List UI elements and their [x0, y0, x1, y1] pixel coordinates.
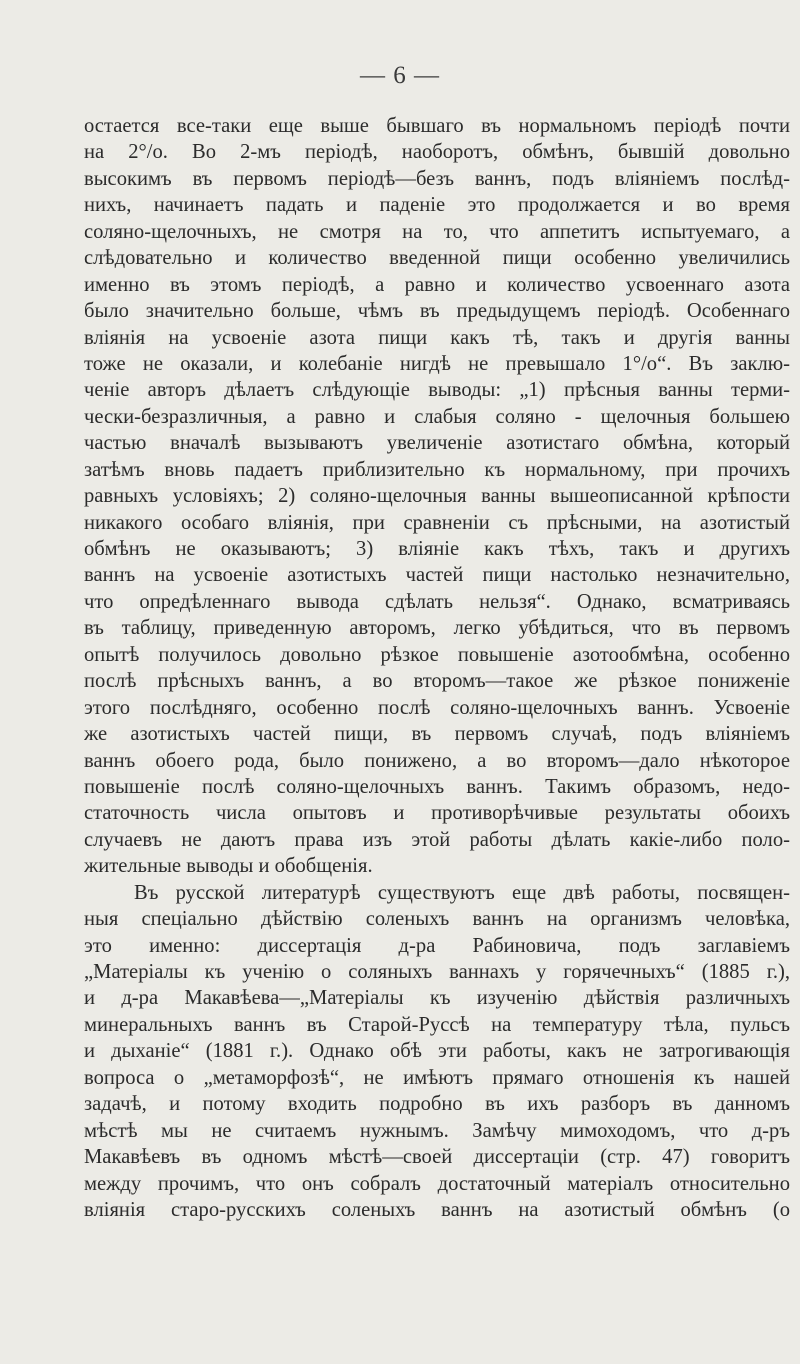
text-line: минеральныхъ ваннъ въ Старой-Руссѣ на температуру тѣла, пульсъ — [84, 1013, 790, 1036]
text-line: равныхъ условіяхъ; 2) соляно-щелочныя ванны вышеописанной крѣпости — [84, 485, 790, 508]
text-line: задачѣ, и потому входить подробно въ ихъ разборъ въ данномъ — [84, 1093, 790, 1116]
text-line: что опредѣленнаго вывода сдѣлать нельзя“. Однако, всматриваясь — [84, 590, 790, 613]
text-line: ченіе авторъ дѣлаетъ слѣдующіе выводы: „1) прѣсныя ванны терми- — [84, 379, 790, 402]
text-line: ваннъ на усвоеніе азотистыхъ частей пищи настолько незначительно, — [84, 564, 790, 587]
text-line: мѣстѣ мы не считаемъ нужнымъ. Замѣчу мимоходомъ, что д-ръ — [84, 1119, 790, 1142]
text-line: тоже не оказали, и колебаніе нигдѣ не превышало 1°/о“. Въ заклю- — [84, 352, 790, 375]
text-line: соляно-щелочныхъ, не смотря на то, что аппетитъ испытуемаго, а — [84, 220, 790, 243]
text-line: это именно: диссертація д-ра Рабиновича, подъ заглавіемъ — [84, 934, 790, 957]
body-text — [84, 113, 790, 1223]
text-line: между прочимъ, что онъ собралъ достаточный матеріалъ относительно — [84, 1172, 790, 1195]
text-line: въ таблицу, приведенную авторомъ, легко убѣдиться, что въ первомъ — [84, 617, 790, 640]
text-line: этого послѣдняго, особенно послѣ соляно-щелочныхъ ваннъ. Усвоеніе — [84, 696, 790, 719]
text-line: вліянія на усвоеніе азота пищи какъ тѣ, такъ и другія ванны — [84, 326, 790, 349]
text-line: „Матеріалы къ ученію о соляныхъ ваннахъ у горячечныхъ“ (1885 г.), — [84, 961, 790, 983]
text-line: ваннъ обоего рода, было понижено, а во второмъ—дало нѣкоторое — [84, 749, 790, 772]
text-line: на 2°/о. Во 2-мъ періодѣ, наоборотъ, обмѣнъ, бывшій довольно — [84, 141, 790, 164]
text-line: статочность числа опытовъ и противорѣчивые результаты обоихъ — [84, 802, 790, 825]
text-line: никакого особаго вліянія, при сравненіи съ прѣсными, на азотистый — [84, 511, 790, 534]
paragraph-end-line: жительные выводы и обобщенія. — [84, 855, 373, 878]
text-line: опытѣ получилось довольно рѣзкое повышеніе азотообмѣна, особенно — [84, 643, 790, 666]
text-line: случаевъ не даютъ права изъ этой работы дѣлать какіе-либо поло- — [84, 828, 790, 851]
text-line: обмѣнъ не оказываютъ; 3) вліяніе какъ тѣхъ, такъ и другихъ — [84, 538, 790, 560]
text-line: чески-безразличныя, а равно и слабыя соляно - щелочныя большею — [84, 405, 790, 428]
text-line: остается все-таки еще выше бывшаго въ нормальномъ періодѣ почти — [84, 115, 790, 137]
paragraph-start-line: Въ русской литературѣ существуютъ еще двѣ работы, посвящен- — [134, 881, 790, 904]
text-line: и дыханіе“ (1881 г.). Однако обѣ эти работы, какъ не затрогивающія — [84, 1040, 790, 1063]
text-line: вопроса о „метаморфозѣ“, не имѣютъ прямаго отношенія къ нашей — [84, 1066, 790, 1089]
text-line: ныя спеціально дѣйствію соленыхъ ваннъ на организмъ человѣка, — [84, 908, 790, 931]
text-line: Макавѣевъ въ одномъ мѣстѣ—своей диссертаціи (стр. 47) говоритъ — [84, 1146, 790, 1169]
text-line: высокимъ въ первомъ періодѣ—безъ ваннъ, подъ вліяніемъ послѣд- — [84, 167, 790, 190]
text-line: же азотистыхъ частей пищи, въ первомъ случаѣ, подъ вліяніемъ — [84, 723, 790, 746]
text-line: частью вначалѣ вызываютъ увеличеніе азотистаго обмѣна, который — [84, 432, 790, 455]
text-line: и д-ра Макавѣева—„Матеріалы къ изученію дѣйствія различныхъ — [84, 987, 790, 1010]
text-line: послѣ прѣсныхъ ваннъ, а во второмъ—такое же рѣзкое пониженіе — [84, 670, 790, 693]
text-line: было значительно больше, чѣмъ въ предыдущемъ періодѣ. Особеннаго — [84, 300, 790, 323]
page-number: — 6 — — [360, 62, 440, 89]
text-line: именно въ этомъ періодѣ, а равно и количество усвоеннаго азота — [84, 273, 790, 296]
text-line: слѣдовательно и количество введенной пищи особенно увеличились — [84, 247, 790, 270]
text-line: вліянія старо-русскихъ соленыхъ ваннъ на азотистый обмѣнъ (о — [84, 1198, 790, 1221]
text-line: повышеніе послѣ соляно-щелочныхъ ваннъ. Такимъ образомъ, недо- — [84, 775, 790, 798]
text-line: нихъ, начинаетъ падать и паденіе это продолжается и во время — [84, 194, 790, 217]
text-line: затѣмъ вновь падаетъ приблизительно къ нормальному, при прочихъ — [84, 458, 790, 481]
